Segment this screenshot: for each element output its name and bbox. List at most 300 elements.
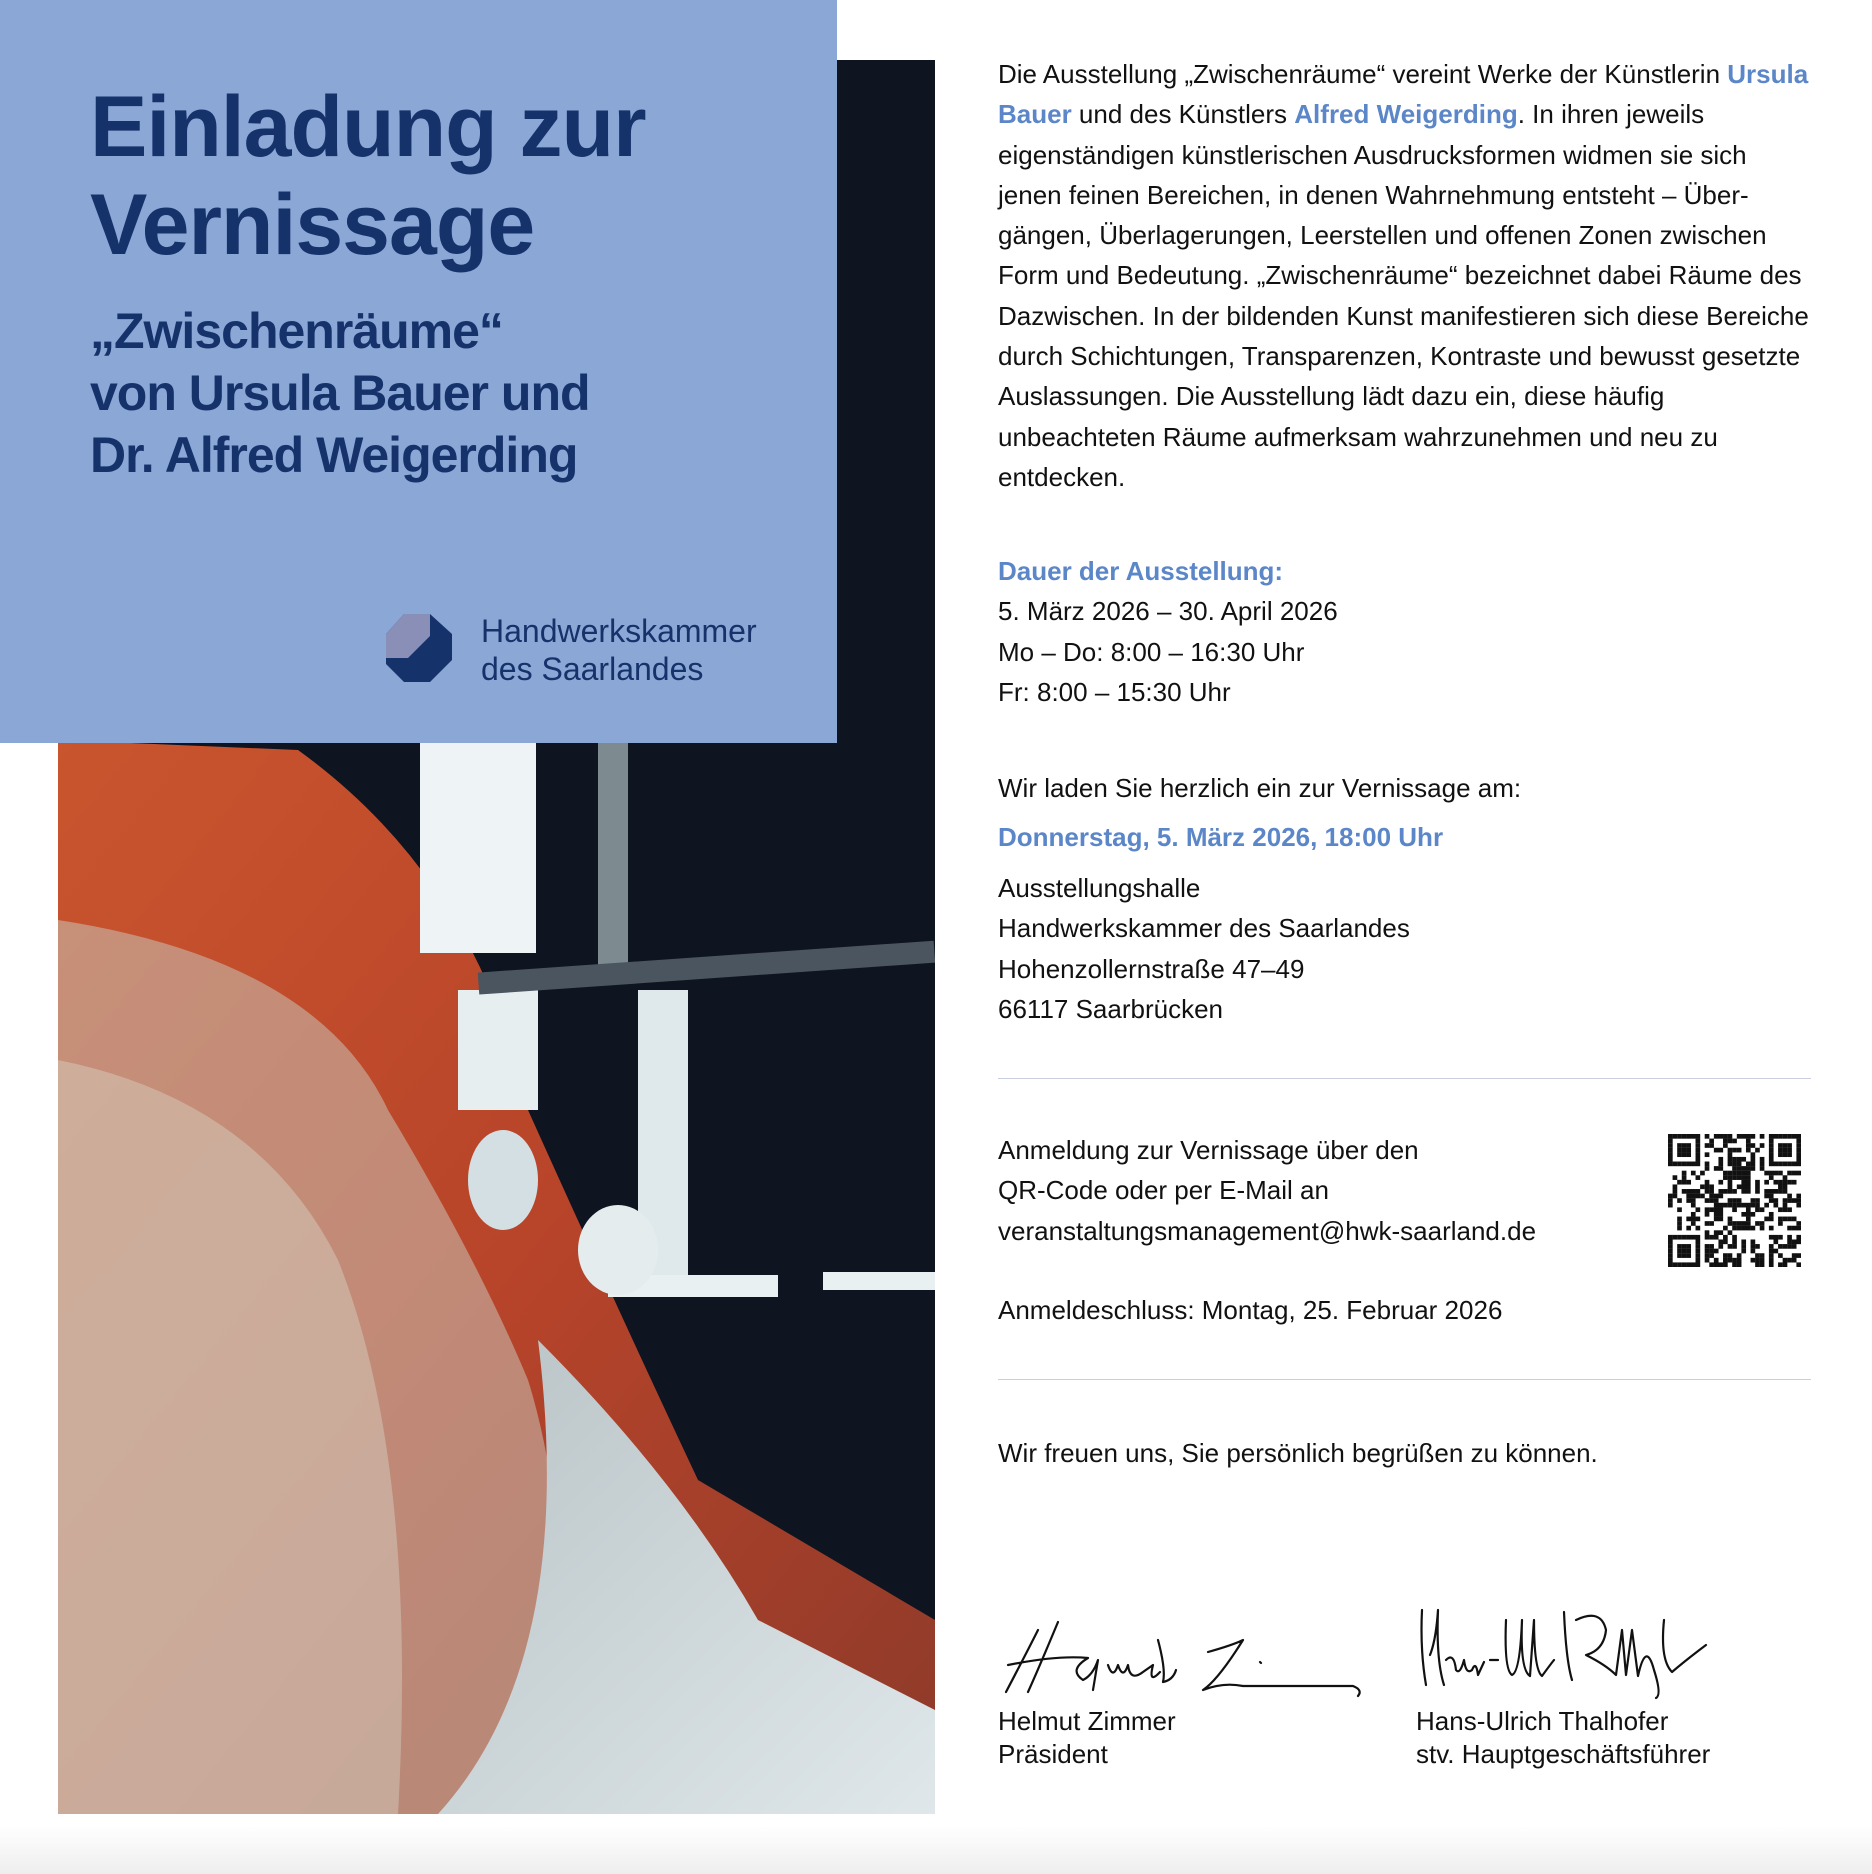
qr-module [1696,1226,1701,1231]
qr-module [1732,1258,1737,1263]
qr-module [1746,1217,1751,1222]
qr-module [1673,1134,1678,1139]
qr-module [1709,1207,1714,1212]
qr-module [1691,1221,1696,1226]
qr-module [1778,1152,1783,1157]
qr-module [1696,1239,1701,1244]
qr-module [1709,1198,1714,1203]
signatory-name: Hans-Ulrich Thalhofer [1416,1706,1669,1736]
qr-module [1764,1189,1769,1194]
qr-module [1709,1194,1714,1199]
qr-module [1709,1235,1714,1240]
qr-module [1741,1189,1746,1194]
qr-module [1728,1175,1733,1180]
qr-module [1686,1217,1691,1222]
qr-module [1746,1139,1751,1144]
qr-module [1778,1134,1783,1139]
qr-module [1737,1184,1742,1189]
qr-module [1705,1212,1710,1217]
qr-module [1792,1180,1797,1185]
qr-module [1760,1134,1765,1139]
qr-module [1737,1253,1742,1258]
qr-module [1723,1143,1728,1148]
subtitle [90,300,590,486]
qr-module [1746,1221,1751,1226]
qr-module [1737,1166,1742,1171]
qr-module [1691,1235,1696,1240]
hwk-logo-icon [386,614,452,682]
qr-module [1764,1217,1769,1222]
qr-module [1737,1171,1742,1176]
page-title [90,78,646,274]
title-line: Vernissage [90,177,535,273]
qr-module [1723,1139,1728,1144]
qr-module [1787,1180,1792,1185]
qr-module [1737,1258,1742,1263]
qr-module [1741,1166,1746,1171]
qr-module [1755,1184,1760,1189]
qr-module [1769,1212,1774,1217]
qr-module [1783,1180,1788,1185]
qr-module [1668,1244,1673,1249]
qr-module [1741,1249,1746,1254]
qr-module [1691,1262,1696,1267]
qr-module [1746,1148,1751,1153]
qr-module [1723,1262,1728,1267]
qr-module [1709,1253,1714,1258]
qr-module [1696,1262,1701,1267]
qr-module [1732,1221,1737,1226]
qr-module [1723,1175,1728,1180]
qr-module [1760,1207,1765,1212]
qr-module [1691,1134,1696,1139]
qr-module [1668,1203,1673,1208]
qr-module [1668,1198,1673,1203]
qr-code[interactable] [1668,1134,1801,1267]
qr-module [1760,1143,1765,1148]
qr-module [1686,1253,1691,1258]
qr-module [1718,1148,1723,1153]
qr-module [1792,1239,1797,1244]
qr-module [1746,1175,1751,1180]
qr-module [1769,1262,1774,1267]
qr-module [1787,1207,1792,1212]
qr-module [1732,1175,1737,1180]
qr-module [1696,1162,1701,1167]
qr-module [1696,1143,1701,1148]
qr-module [1792,1258,1797,1263]
qr-module [1705,1198,1710,1203]
signatory-name: Helmut Zimmer [998,1706,1176,1736]
qr-module [1705,1235,1710,1240]
qr-module [1787,1258,1792,1263]
qr-module [1728,1198,1733,1203]
qr-module [1741,1184,1746,1189]
qr-module [1737,1148,1742,1153]
qr-module [1787,1143,1792,1148]
qr-module [1686,1226,1691,1231]
qr-module [1705,1221,1710,1226]
qr-module [1778,1217,1783,1222]
qr-module [1792,1162,1797,1167]
qr-module [1769,1152,1774,1157]
qr-module [1778,1189,1783,1194]
qr-module [1751,1239,1756,1244]
qr-module [1714,1134,1719,1139]
qr-module [1723,1258,1728,1263]
qr-module [1668,1143,1673,1148]
qr-module [1783,1258,1788,1263]
qr-module [1682,1143,1687,1148]
qr-module [1737,1262,1742,1267]
qr-module [1751,1249,1756,1254]
qr-module [1760,1166,1765,1171]
qr-module [1709,1139,1714,1144]
qr-module [1728,1230,1733,1235]
qr-module [1778,1148,1783,1153]
qr-module [1732,1166,1737,1171]
qr-module [1769,1171,1774,1176]
qr-module [1760,1221,1765,1226]
qr-module [1668,1157,1673,1162]
qr-module [1714,1194,1719,1199]
qr-module [1732,1139,1737,1144]
qr-module [1691,1162,1696,1167]
qr-module [1760,1162,1765,1167]
qr-module [1792,1198,1797,1203]
qr-module [1737,1134,1742,1139]
qr-module [1732,1239,1737,1244]
qr-module [1686,1249,1691,1254]
qr-module [1769,1157,1774,1162]
closing-text: Wir freuen uns, Sie persönlich begrüßen zu können. [998,1438,1598,1468]
signatory-role: Präsident [998,1739,1108,1770]
qr-module [1723,1171,1728,1176]
qr-module [1668,1134,1673,1139]
qr-module [1751,1134,1756,1139]
signatory-role: stv. Hauptgeschäftsführer [1416,1739,1711,1770]
qr-module [1696,1258,1701,1263]
qr-module [1787,1152,1792,1157]
qr-module [1751,1198,1756,1203]
duration-block [998,551,1818,712]
qr-module [1705,1162,1710,1167]
qr-module [1773,1203,1778,1208]
qr-module [1796,1253,1801,1258]
qr-module [1677,1217,1682,1222]
qr-module [1778,1184,1783,1189]
qr-module [1760,1253,1765,1258]
address-line: Ausstellungshalle [998,873,1201,903]
qr-module [1737,1157,1742,1162]
qr-module [1773,1171,1778,1176]
qr-module [1751,1152,1756,1157]
qr-module [1696,1207,1701,1212]
qr-module [1705,1253,1710,1258]
qr-module [1783,1184,1788,1189]
qr-module [1792,1253,1797,1258]
qr-module [1691,1212,1696,1217]
qr-module [1673,1262,1678,1267]
artist-name: Ursula Bauer [998,59,1809,130]
signature-helmut-zimmer [998,1610,1378,1700]
qr-module [1796,1262,1801,1267]
qr-module [1737,1221,1742,1226]
qr-module [1677,1148,1682,1153]
subtitle-line: „Zwischenräume“ [90,303,503,359]
address-line: 66117 Saarbrücken [998,993,1224,1024]
qr-module [1682,1189,1687,1194]
qr-module [1673,1184,1678,1189]
qr-module [1787,1217,1792,1222]
qr-module [1792,1244,1797,1249]
qr-module [1682,1152,1687,1157]
qr-module [1746,1134,1751,1139]
qr-module [1732,1171,1737,1176]
qr-module [1673,1194,1678,1199]
qr-module [1746,1203,1751,1208]
qr-module [1792,1226,1797,1231]
qr-module [1778,1180,1783,1185]
qr-module [1796,1235,1801,1240]
qr-module [1705,1184,1710,1189]
qr-module [1769,1198,1774,1203]
qr-module [1746,1162,1751,1167]
qr-module [1755,1180,1760,1185]
qr-module [1682,1148,1687,1153]
qr-module [1700,1171,1705,1176]
qr-module [1746,1184,1751,1189]
qr-module [1755,1203,1760,1208]
qr-module [1696,1175,1701,1180]
qr-module [1746,1171,1751,1176]
qr-module [1677,1253,1682,1258]
qr-module [1673,1162,1678,1167]
qr-module [1677,1262,1682,1267]
qr-module [1787,1134,1792,1139]
qr-module [1668,1258,1673,1263]
qr-module [1746,1212,1751,1217]
registration-line: QR-Code oder per E-Mail an [998,1175,1329,1206]
address-line: Hohenzollernstraße 47–49 [998,953,1305,984]
qr-module [1718,1180,1723,1185]
qr-module [1778,1171,1783,1176]
qr-module [1741,1180,1746,1185]
qr-module [1705,1166,1710,1171]
qr-module [1769,1194,1774,1199]
qr-module [1705,1143,1710,1148]
qr-module [1696,1217,1701,1222]
qr-module [1773,1189,1778,1194]
logo-line: Handwerkskammer [481,613,757,649]
qr-module [1755,1258,1760,1263]
qr-module [1783,1207,1788,1212]
qr-module [1718,1262,1723,1267]
qr-module [1741,1171,1746,1176]
qr-module [1769,1235,1774,1240]
qr-module [1677,1226,1682,1231]
qr-module [1677,1249,1682,1254]
qr-module [1728,1217,1733,1222]
qr-module [1696,1235,1701,1240]
qr-module [1778,1244,1783,1249]
qr-module [1705,1189,1710,1194]
qr-module [1728,1258,1733,1263]
qr-module [1783,1198,1788,1203]
qr-module [1741,1157,1746,1162]
qr-module [1682,1249,1687,1254]
duration-dates: 5. März 2026 – 30. April 2026 [998,596,1338,627]
qr-module [1773,1249,1778,1254]
qr-module [1769,1162,1774,1167]
qr-module [1732,1226,1737,1231]
qr-module [1705,1152,1710,1157]
qr-module [1751,1226,1756,1231]
qr-module [1673,1235,1678,1240]
qr-module [1751,1143,1756,1148]
qr-module [1696,1134,1701,1139]
qr-module [1755,1221,1760,1226]
qr-module [1732,1198,1737,1203]
qr-module [1764,1180,1769,1185]
qr-module [1682,1253,1687,1258]
qr-module [1737,1198,1742,1203]
qr-module [1732,1244,1737,1249]
qr-module [1755,1198,1760,1203]
qr-module [1714,1258,1719,1263]
qr-module [1682,1175,1687,1180]
qr-module [1792,1217,1797,1222]
qr-module [1728,1171,1733,1176]
qr-module [1677,1221,1682,1226]
qr-module [1732,1162,1737,1167]
email-link[interactable]: veranstaltungsmanagement@hwk-saarland.de [998,1215,1537,1246]
qr-module [1723,1189,1728,1194]
qr-module [1682,1134,1687,1139]
qr-module [1769,1143,1774,1148]
qr-module [1686,1194,1691,1199]
qr-module [1737,1203,1742,1208]
qr-module [1714,1207,1719,1212]
qr-module [1668,1262,1673,1267]
qr-module [1741,1226,1746,1231]
qr-module [1673,1175,1678,1180]
qr-module [1787,1235,1792,1240]
qr-module [1783,1162,1788,1167]
qr-module [1764,1171,1769,1176]
intro-text: Die Ausstellung „Zwischenräume“ vereint Werke der Künstlerin [998,59,1728,89]
qr-module [1709,1143,1714,1148]
qr-module [1796,1134,1801,1139]
qr-module [1700,1194,1705,1199]
qr-module [1769,1134,1774,1139]
qr-module [1728,1244,1733,1249]
qr-module [1696,1194,1701,1199]
qr-module [1787,1171,1792,1176]
artist-name: Alfred Weigerding [1294,99,1518,130]
qr-module [1714,1203,1719,1208]
qr-module [1728,1157,1733,1162]
qr-module [1760,1157,1765,1162]
qr-module [1691,1198,1696,1203]
qr-module [1709,1249,1714,1254]
qr-module [1668,1239,1673,1244]
qr-module [1751,1212,1756,1217]
qr-module [1783,1189,1788,1194]
qr-module [1746,1180,1751,1185]
qr-module [1732,1235,1737,1240]
qr-module [1682,1244,1687,1249]
qr-module [1796,1194,1801,1199]
qr-module [1718,1194,1723,1199]
subtitle-line: Dr. Alfred Weigerding [90,427,578,483]
qr-module [1714,1235,1719,1240]
qr-module [1723,1235,1728,1240]
qr-module [1760,1262,1765,1267]
qr-module [1741,1239,1746,1244]
qr-module [1691,1217,1696,1222]
qr-module [1728,1253,1733,1258]
qr-module [1769,1189,1774,1194]
qr-module [1783,1134,1788,1139]
qr-module [1709,1189,1714,1194]
qr-module [1709,1184,1714,1189]
qr-module [1787,1194,1792,1199]
qr-module [1682,1180,1687,1185]
qr-module [1718,1162,1723,1167]
qr-module [1732,1157,1737,1162]
qr-module [1778,1235,1783,1240]
qr-module [1677,1244,1682,1249]
qr-module [1737,1175,1742,1180]
qr-module [1705,1244,1710,1249]
qr-module [1792,1134,1797,1139]
qr-module [1764,1203,1769,1208]
qr-module [1705,1230,1710,1235]
qr-module [1769,1253,1774,1258]
qr-module [1686,1244,1691,1249]
qr-module [1787,1198,1792,1203]
qr-module [1783,1148,1788,1153]
qr-module [1705,1258,1710,1263]
qr-module [1709,1262,1714,1267]
registration-deadline: Anmeldeschluss: Montag, 25. Februar 2026 [998,1295,1503,1325]
qr-module [1741,1212,1746,1217]
qr-module [1696,1152,1701,1157]
qr-module [1764,1194,1769,1199]
qr-module [1728,1189,1733,1194]
qr-module [1723,1134,1728,1139]
qr-module [1755,1244,1760,1249]
qr-module [1682,1162,1687,1167]
qr-module [1796,1198,1801,1203]
qr-module [1741,1244,1746,1249]
qr-module [1796,1152,1801,1157]
qr-module [1787,1244,1792,1249]
registration-line: Anmeldung zur Vernissage über den [998,1135,1419,1165]
qr-module [1746,1207,1751,1212]
qr-module [1691,1189,1696,1194]
qr-module [1714,1166,1719,1171]
qr-module [1718,1203,1723,1208]
qr-module [1796,1239,1801,1244]
qr-module [1769,1217,1774,1222]
qr-module [1732,1189,1737,1194]
qr-module [1696,1253,1701,1258]
qr-module [1755,1262,1760,1267]
address-block [998,868,1818,1029]
qr-module [1696,1189,1701,1194]
